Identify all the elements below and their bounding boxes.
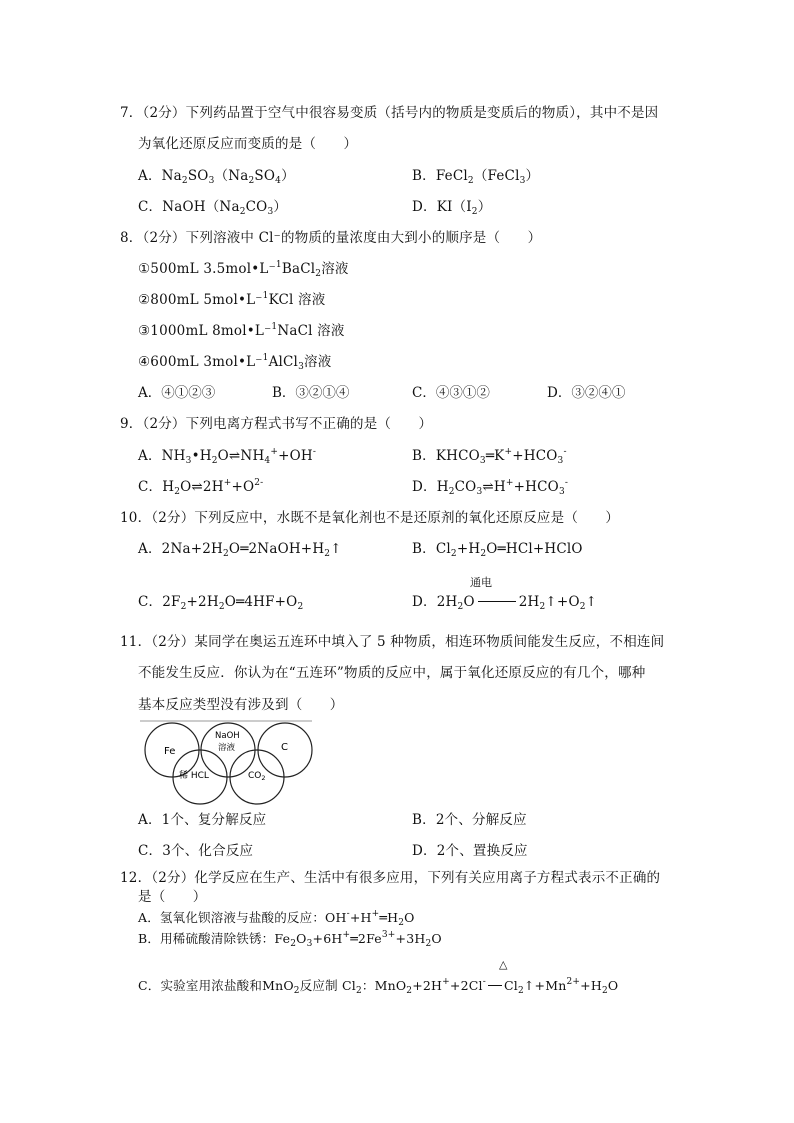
- q12-option-a: A．氢氧化钡溶液与盐酸的反应：$OH^-+H^+═H_2O$: [138, 909, 415, 928]
- q7-stem-line2: 为氧化还原反应而变质的是（ ）: [138, 136, 358, 152]
- q11-stem-line2: 不能发生反应．你认为在“五连环”物质的反应中，属于氧化还原反应的有几个，哪种: [138, 665, 646, 681]
- ring-label-fe: Fe: [164, 746, 176, 757]
- q9-option-b: B．$KHCO_3═K^++HCO_3^-$: [412, 447, 567, 466]
- q11-option-a: A．1个、复分解反应: [138, 812, 267, 828]
- q11-option-c: C．3个、化合反应: [138, 843, 254, 859]
- q12-option-c: C．实验室用浓盐酸和MnO$_2$反应制 $Cl_2$：MnO$_2$+2H++2Cl- $Cl_2↑+Mn^{2+}+H_2O$: [138, 977, 619, 996]
- q11-stem-line1: 11．（2分）某同学在奥运五连环中填入了 5 种物质，相连环物质间能发生反应，不相连间: [120, 634, 665, 650]
- ring-label-co2: $CO_2$: [248, 771, 266, 782]
- ring-label-c: C: [281, 742, 288, 753]
- q8-item-3: ③1000mL 8mol•L⁻$^1$NaCl 溶液: [138, 322, 345, 339]
- ring-label-hcl: 稀 HCL: [179, 771, 209, 781]
- q9-option-d: D．$H_2CO_3\rightleftharpoons H^++HCO_3^-$: [412, 478, 569, 497]
- q10-d-condition: 通电: [470, 576, 492, 589]
- q8-stem: 8．（2分）下列溶液中 Cl⁻的物质的量浓度由大到小的顺序是（ ）: [120, 230, 542, 246]
- q10-option-b: B．$Cl_2+H_2O═HCl+HClO$: [412, 541, 583, 559]
- olympic-rings-diagram: [140, 720, 315, 808]
- q9-option-c: C．$H_2O\rightleftharpoons 2H^++O^{2-}$: [138, 478, 264, 497]
- q10-stem: 10．（2分）下列反应中，水既不是氧化剂也不是还原剂的氧化还原反应是（ ）: [120, 510, 620, 526]
- q10-option-c: C．$2F_2+2H_2O═4HF+O_2$: [138, 594, 304, 612]
- q7-option-a: A．$Na_2SO_3(Na_2SO_4)$: [138, 168, 295, 186]
- q11-option-d: D．2个、置换反应: [412, 843, 528, 859]
- q9-stem: 9．（2分）下列电离方程式书写不正确的是（ ）: [120, 416, 433, 432]
- q8-item-1: ①500mL 3.5mol•L⁻$^1$BaCl$_2$溶液: [138, 260, 349, 279]
- q8-item-4: ④600mL 3mol•L⁻$^1$AlCl$_3$溶液: [138, 353, 332, 372]
- q10-option-d: D．$2H_2O$ $2H_2↑+O_2↑$: [412, 594, 598, 612]
- q12-c-arrow: [486, 980, 504, 990]
- q7-stem-line1: 7．（2分）下列药品置于空气中很容易变质（括号内的物质是变质后的物质），其中不是因: [120, 105, 659, 121]
- q11-option-b: B．2个、分解反应: [412, 812, 527, 828]
- q12-option-b: B．用稀硫酸清除铁锈：$Fe_2O_3+6H^+═2Fe^{3+}+3H_2O$: [138, 930, 442, 949]
- q8-option-b: B．③②①④: [272, 385, 350, 401]
- ring-label-solution: 溶液: [218, 743, 236, 753]
- q8-option-d: D．③②④①: [547, 385, 626, 401]
- q7-option-d: D．$KI(I_2)$: [412, 199, 492, 217]
- q7-option-c: C．$NaOH(Na_2CO_3)$: [138, 199, 288, 217]
- q8-option-a: A．④①②③: [138, 385, 216, 401]
- ring-label-naoh: NaOH: [215, 731, 240, 741]
- q8-option-c: C．④③①②: [412, 385, 490, 401]
- q8-item-2: ②800mL 5mol•L⁻$^1$KCl 溶液: [138, 291, 326, 308]
- q12-stem-line1: 12．（2分）化学反应在生产、生活中有很多应用，下列有关应用离子方程式表示不正确的: [120, 870, 661, 886]
- q7-option-b: B．FeCl$_2$（FeCl$_3$）: [412, 168, 540, 186]
- q9-option-a: A．$NH_3•H_2O\rightleftharpoons NH_4^++OH^-$: [138, 447, 317, 466]
- q12-stem-line2: 是（ ）: [138, 889, 207, 905]
- q12-c-condition: △: [499, 958, 508, 971]
- q10-option-a: A．$2Na+2H_2O═2NaOH+H_2↑$: [138, 541, 342, 559]
- q11-stem-line3: 基本反应类型没有涉及到（ ）: [138, 697, 344, 713]
- q10-d-arrow: [475, 596, 519, 606]
